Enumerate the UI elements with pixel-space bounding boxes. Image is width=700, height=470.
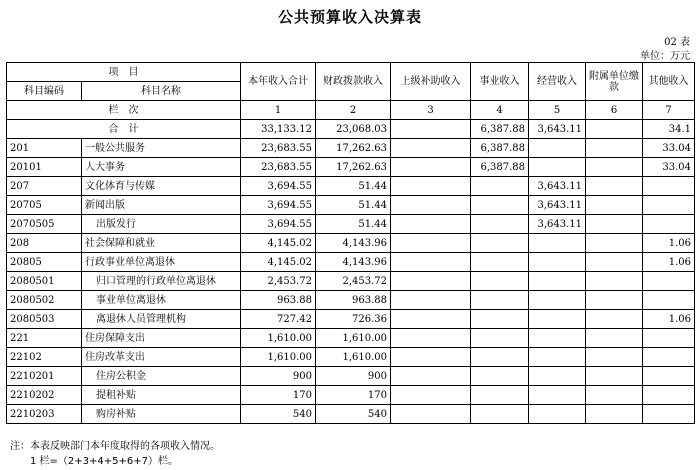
subject-name: 提租补贴 — [82, 386, 241, 405]
amount-cell — [529, 253, 586, 272]
subject-name: 人大事务 — [82, 158, 241, 177]
name-header: 科目名称 — [82, 82, 241, 101]
amount-cell — [391, 272, 471, 291]
table-row — [7, 272, 695, 291]
col-number: 4 — [471, 101, 529, 120]
amount-cell — [391, 405, 471, 424]
amount-cell — [391, 348, 471, 367]
col-header-total: 本年收入合计 — [241, 63, 316, 101]
amount-cell — [643, 348, 695, 367]
amount-cell — [643, 272, 695, 291]
amount-cell — [643, 367, 695, 386]
amount-cell: 51.44 — [316, 196, 391, 215]
subject-code: 2080502 — [7, 291, 82, 310]
amount-cell — [529, 291, 586, 310]
total-cell: 3,643.11 — [529, 120, 586, 139]
col-number: 5 — [529, 101, 586, 120]
col-header-operating: 经营收入 — [529, 63, 586, 101]
amount-cell — [529, 158, 586, 177]
amount-cell — [391, 139, 471, 158]
amount-cell: 3,694.55 — [241, 177, 316, 196]
subject-code: 208 — [7, 234, 82, 253]
subject-code: 2080501 — [7, 272, 82, 291]
amount-cell — [586, 272, 643, 291]
amount-cell: 33.04 — [643, 158, 695, 177]
table-row — [7, 177, 695, 196]
amount-cell — [529, 405, 586, 424]
amount-cell — [643, 291, 695, 310]
amount-cell: 4,143.96 — [316, 253, 391, 272]
amount-cell — [586, 367, 643, 386]
amount-cell — [471, 291, 529, 310]
table-number: 02 表 — [664, 37, 690, 48]
amount-cell — [471, 405, 529, 424]
total-cell: 33,133.12 — [241, 120, 316, 139]
col-header-fiscal: 财政拨款收入 — [316, 63, 391, 101]
amount-cell: 4,143.96 — [316, 234, 391, 253]
unit-label: 单位：万元 — [640, 51, 690, 62]
col-number: 1 — [241, 101, 316, 120]
amount-cell — [391, 158, 471, 177]
subject-name: 住房改革支出 — [82, 348, 241, 367]
amount-cell — [391, 386, 471, 405]
subject-name: 住房保障支出 — [82, 329, 241, 348]
amount-cell: 3,643.11 — [529, 177, 586, 196]
table-row — [7, 386, 695, 405]
amount-cell — [391, 253, 471, 272]
amount-cell: 2,453.72 — [316, 272, 391, 291]
subject-name: 离退休人员管理机构 — [82, 310, 241, 329]
amount-cell — [391, 367, 471, 386]
table-row — [7, 139, 695, 158]
amount-cell: 3,694.55 — [241, 196, 316, 215]
table-row — [7, 196, 695, 215]
total-cell — [586, 120, 643, 139]
code-header: 科目编码 — [7, 82, 82, 101]
amount-cell: 23,683.55 — [241, 139, 316, 158]
amount-cell: 900 — [241, 367, 316, 386]
total-cell: 34.1 — [643, 120, 695, 139]
amount-cell — [529, 367, 586, 386]
subject-code: 2070505 — [7, 215, 82, 234]
amount-cell — [391, 310, 471, 329]
amount-cell — [586, 253, 643, 272]
table-row — [7, 348, 695, 367]
amount-cell — [643, 177, 695, 196]
amount-cell — [529, 348, 586, 367]
subject-code: 2210203 — [7, 405, 82, 424]
amount-cell — [586, 215, 643, 234]
column-number-row — [7, 101, 695, 120]
amount-cell — [391, 215, 471, 234]
total-cell: 23,068.03 — [316, 120, 391, 139]
subject-code: 20705 — [7, 196, 82, 215]
subject-code: 2080503 — [7, 310, 82, 329]
amount-cell: 170 — [241, 386, 316, 405]
amount-cell — [643, 215, 695, 234]
amount-cell: 540 — [241, 405, 316, 424]
amount-cell: 3,643.11 — [529, 215, 586, 234]
item-group-header: 项 目 — [7, 63, 241, 82]
amount-cell: 51.44 — [316, 177, 391, 196]
subject-code: 20805 — [7, 253, 82, 272]
table-row — [7, 253, 695, 272]
amount-cell — [643, 405, 695, 424]
amount-cell: 726.36 — [316, 310, 391, 329]
amount-cell — [643, 386, 695, 405]
subject-code: 207 — [7, 177, 82, 196]
amount-cell: 1,610.00 — [316, 348, 391, 367]
amount-cell: 1.06 — [643, 310, 695, 329]
subject-name: 事业单位离退休 — [82, 291, 241, 310]
header-row-1 — [7, 63, 695, 82]
subject-name: 行政事业单位离退休 — [82, 253, 241, 272]
subject-name: 购房补贴 — [82, 405, 241, 424]
amount-cell: 1,610.00 — [316, 329, 391, 348]
subject-name: 新闻出版 — [82, 196, 241, 215]
col-header-superior: 上级补助收入 — [391, 63, 471, 101]
amount-cell — [391, 234, 471, 253]
amount-cell — [586, 234, 643, 253]
table-row — [7, 367, 695, 386]
note-line-1: 注：本表反映部门本年度取得的各项收入情况。 — [10, 441, 220, 452]
subject-code: 221 — [7, 329, 82, 348]
amount-cell: 51.44 — [316, 215, 391, 234]
subject-code: 20101 — [7, 158, 82, 177]
amount-cell: 1.06 — [643, 234, 695, 253]
amount-cell — [471, 234, 529, 253]
amount-cell: 17,262.63 — [316, 139, 391, 158]
amount-cell — [529, 386, 586, 405]
subject-code: 22102 — [7, 348, 82, 367]
amount-cell: 1.06 — [643, 253, 695, 272]
subject-name: 一般公共服务 — [82, 139, 241, 158]
col-number: 7 — [643, 101, 695, 120]
amount-cell: 6,387.88 — [471, 139, 529, 158]
table-row — [7, 291, 695, 310]
amount-cell: 2,453.72 — [241, 272, 316, 291]
amount-cell: 33.04 — [643, 139, 695, 158]
row-label-cell: 栏 次 — [7, 101, 241, 120]
amount-cell: 23,683.55 — [241, 158, 316, 177]
col-header-business: 事业收入 — [471, 63, 529, 101]
subject-code: 2210201 — [7, 367, 82, 386]
amount-cell — [391, 329, 471, 348]
report-title: 公共预算收入决算表 — [277, 8, 422, 26]
amount-cell — [529, 310, 586, 329]
amount-cell — [586, 329, 643, 348]
col-header-affiliate: 附属单位缴款 — [586, 63, 643, 101]
amount-cell — [529, 234, 586, 253]
amount-cell — [471, 329, 529, 348]
amount-cell — [586, 405, 643, 424]
col-number: 6 — [586, 101, 643, 120]
amount-cell: 170 — [316, 386, 391, 405]
amount-cell: 963.88 — [241, 291, 316, 310]
table-row — [7, 310, 695, 329]
total-cell — [391, 120, 471, 139]
amount-cell — [391, 291, 471, 310]
col-header-other: 其他收入 — [643, 63, 695, 101]
amount-cell: 900 — [316, 367, 391, 386]
amount-cell — [391, 196, 471, 215]
subject-code: 201 — [7, 139, 82, 158]
income-table — [6, 62, 695, 424]
amount-cell — [391, 177, 471, 196]
col-number: 3 — [391, 101, 471, 120]
amount-cell: 3,643.11 — [529, 196, 586, 215]
table-row — [7, 405, 695, 424]
table-row — [7, 215, 695, 234]
amount-cell: 3,694.55 — [241, 215, 316, 234]
amount-cell — [586, 348, 643, 367]
amount-cell — [643, 329, 695, 348]
subject-name: 文化体育与传媒 — [82, 177, 241, 196]
amount-cell — [471, 215, 529, 234]
amount-cell — [471, 272, 529, 291]
amount-cell — [471, 367, 529, 386]
amount-cell: 17,262.63 — [316, 158, 391, 177]
table-row — [7, 329, 695, 348]
subject-name: 归口管理的行政单位离退休 — [82, 272, 241, 291]
amount-cell — [643, 196, 695, 215]
amount-cell: 963.88 — [316, 291, 391, 310]
amount-cell — [586, 139, 643, 158]
amount-cell — [586, 386, 643, 405]
amount-cell — [471, 177, 529, 196]
subject-name: 住房公积金 — [82, 367, 241, 386]
total-row — [7, 120, 695, 139]
total-cell: 6,387.88 — [471, 120, 529, 139]
subject-name: 出版发行 — [82, 215, 241, 234]
amount-cell — [529, 272, 586, 291]
amount-cell — [586, 177, 643, 196]
amount-cell — [471, 253, 529, 272]
table-row — [7, 158, 695, 177]
amount-cell — [586, 196, 643, 215]
col-number: 2 — [316, 101, 391, 120]
subject-name: 社会保障和就业 — [82, 234, 241, 253]
amount-cell: 1,610.00 — [241, 329, 316, 348]
amount-cell: 540 — [316, 405, 391, 424]
amount-cell — [471, 348, 529, 367]
amount-cell: 727.42 — [241, 310, 316, 329]
amount-cell — [529, 139, 586, 158]
amount-cell: 1,610.00 — [241, 348, 316, 367]
subject-code: 2210202 — [7, 386, 82, 405]
amount-cell — [586, 291, 643, 310]
amount-cell — [586, 158, 643, 177]
amount-cell — [471, 310, 529, 329]
amount-cell — [471, 386, 529, 405]
table-row — [7, 234, 695, 253]
table-body — [7, 120, 695, 424]
amount-cell: 4,145.02 — [241, 234, 316, 253]
note-line-2: 1 栏=（2+3+4+5+6+7）栏。 — [30, 456, 178, 467]
total-label: 合 计 — [7, 120, 241, 139]
amount-cell — [471, 196, 529, 215]
amount-cell: 4,145.02 — [241, 253, 316, 272]
amount-cell — [529, 329, 586, 348]
amount-cell: 6,387.88 — [471, 158, 529, 177]
amount-cell — [586, 310, 643, 329]
